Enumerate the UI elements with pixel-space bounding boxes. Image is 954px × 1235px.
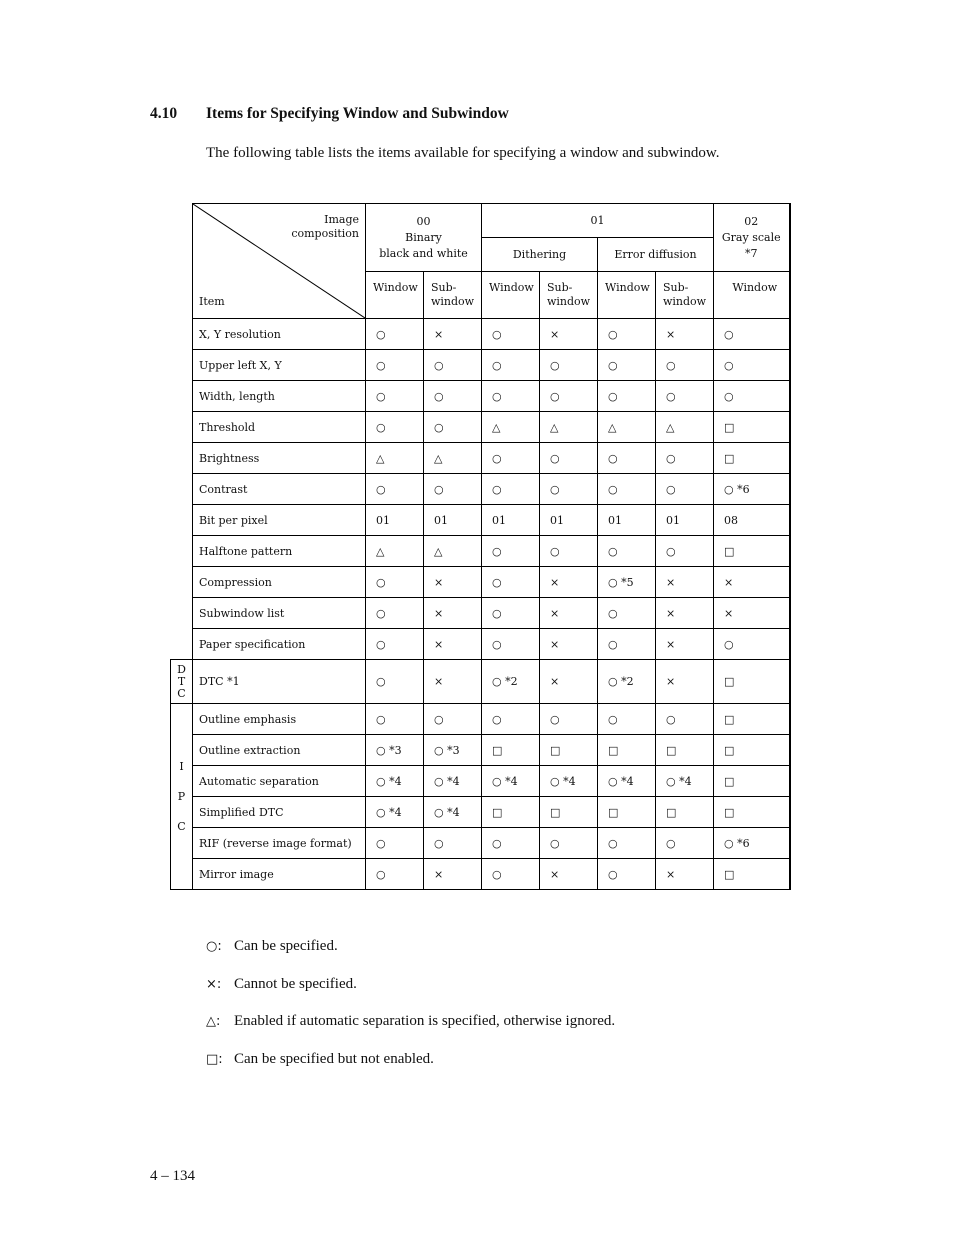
table-row xyxy=(171,859,790,890)
row-label: Contrast xyxy=(193,474,366,505)
table-cell: 01 xyxy=(482,505,540,536)
table-cell: ○ xyxy=(424,704,482,735)
table-cell: ○ *4 xyxy=(424,766,482,797)
table-cell: ○ xyxy=(540,443,598,474)
table-cell: ○ xyxy=(540,828,598,859)
section-heading xyxy=(150,105,509,123)
table-cell: ○ xyxy=(598,443,656,474)
table-cell: ○ xyxy=(656,828,714,859)
table-cell: □ xyxy=(482,735,540,766)
subwindow-subheader: Sub- window xyxy=(656,272,714,319)
window-subheader: Window xyxy=(714,272,790,319)
table-cell: × xyxy=(656,859,714,890)
table-row xyxy=(171,567,790,598)
table-cell: × xyxy=(656,660,714,704)
table-cell: □ xyxy=(714,766,790,797)
table-row xyxy=(171,319,790,350)
col-02-header: 02 Gray scale *7 xyxy=(714,204,790,272)
legend-text: Enabled if automatic separation is specified, otherwise ignored. xyxy=(234,1013,616,1030)
table-cell: × xyxy=(424,629,482,660)
table-cell: 08 xyxy=(714,505,790,536)
table-row xyxy=(171,797,790,828)
group-dtc-label: D T C xyxy=(171,660,193,704)
table-cell: × xyxy=(540,598,598,629)
window-subheader: Window xyxy=(482,272,540,319)
table-cell: □ xyxy=(714,797,790,828)
table-cell: × xyxy=(540,629,598,660)
table-cell: ○ xyxy=(482,629,540,660)
table-cell: ○ xyxy=(656,443,714,474)
blank-group xyxy=(171,598,193,629)
table-row xyxy=(171,505,790,536)
table-cell: ○ *3 xyxy=(424,735,482,766)
row-label: Width, length xyxy=(193,381,366,412)
table-cell: ○ xyxy=(366,319,424,350)
table-cell: ○ xyxy=(598,629,656,660)
row-label: Upper left X, Y xyxy=(193,350,366,381)
table-cell: ○ xyxy=(424,350,482,381)
table-cell: ○ xyxy=(424,474,482,505)
window-subheader: Window xyxy=(366,272,424,319)
table-cell: □ xyxy=(714,859,790,890)
table-cell: ○ xyxy=(540,704,598,735)
table-cell: ○ xyxy=(540,474,598,505)
table-cell: □ xyxy=(714,735,790,766)
table-cell: ○ xyxy=(656,704,714,735)
table-cell: ○ xyxy=(366,704,424,735)
table-row xyxy=(171,381,790,412)
table-row xyxy=(171,629,790,660)
table-cell: ○ xyxy=(366,474,424,505)
table-cell: ○ xyxy=(656,474,714,505)
table-cell: ○ xyxy=(714,350,790,381)
blank-group xyxy=(171,412,193,443)
table-cell: △ xyxy=(424,536,482,567)
table-cell: ○ xyxy=(482,381,540,412)
table-cell: 01 xyxy=(366,505,424,536)
table-cell: ○ xyxy=(366,828,424,859)
row-label: Simplified DTC xyxy=(193,797,366,828)
legend-symbol: □: xyxy=(206,1052,223,1068)
table-cell: ○ *5 xyxy=(598,567,656,598)
group-ipc-label: I P C xyxy=(171,704,193,890)
table-cell: ○ xyxy=(482,567,540,598)
table-row xyxy=(171,536,790,567)
table-cell: × xyxy=(540,660,598,704)
table-cell: □ xyxy=(714,704,790,735)
table-cell: ○ xyxy=(482,443,540,474)
table-cell: ○ xyxy=(424,412,482,443)
row-label: RIF (reverse image format) xyxy=(193,828,366,859)
table-row xyxy=(171,660,790,704)
table-cell: □ xyxy=(482,797,540,828)
row-label: Paper specification xyxy=(193,629,366,660)
table-cell: △ xyxy=(366,536,424,567)
table-cell: □ xyxy=(714,412,790,443)
table-cell: × xyxy=(714,567,790,598)
table-cell: ○ xyxy=(366,567,424,598)
table-cell: □ xyxy=(598,735,656,766)
blank-corner xyxy=(171,238,193,272)
table-cell: □ xyxy=(656,735,714,766)
table-cell: 01 xyxy=(598,505,656,536)
col-01-header: 01 xyxy=(482,204,714,238)
table-cell: ○ *4 xyxy=(482,766,540,797)
table-cell: □ xyxy=(656,797,714,828)
row-label: Mirror image xyxy=(193,859,366,890)
window-subheader: Window xyxy=(598,272,656,319)
table-cell: ○ xyxy=(482,536,540,567)
table-cell: × xyxy=(540,567,598,598)
table-cell: ○ xyxy=(598,598,656,629)
table-cell: ○ *4 xyxy=(424,797,482,828)
row-label: Automatic separation xyxy=(193,766,366,797)
blank-group xyxy=(171,629,193,660)
table-cell: △ xyxy=(482,412,540,443)
table-cell: ○ xyxy=(598,859,656,890)
table-cell: ○ xyxy=(482,828,540,859)
table-cell: ○ xyxy=(598,350,656,381)
legend xyxy=(206,938,615,1089)
image-composition-label: Image composition xyxy=(291,213,359,240)
legend-text: Can be specified but not enabled. xyxy=(234,1051,434,1068)
legend-item xyxy=(206,938,615,976)
subwindow-subheader: Sub- window xyxy=(540,272,598,319)
row-label: Compression xyxy=(193,567,366,598)
table-cell: ○ xyxy=(482,474,540,505)
table-cell: ○ *2 xyxy=(598,660,656,704)
table-cell: ○ xyxy=(714,319,790,350)
page-number: 4 – 134 xyxy=(150,1168,195,1184)
table-row xyxy=(171,474,790,505)
legend-symbol: ×: xyxy=(206,976,222,992)
table-cell: × xyxy=(424,319,482,350)
table-cell: ○ xyxy=(598,828,656,859)
table-cell: ○ xyxy=(598,474,656,505)
table-cell: × xyxy=(656,567,714,598)
table-cell: ○ xyxy=(482,598,540,629)
table-cell: ○ xyxy=(366,598,424,629)
table-cell: ○ xyxy=(366,859,424,890)
table-row xyxy=(171,443,790,474)
legend-symbol: △: xyxy=(206,1014,221,1030)
row-label: Outline extraction xyxy=(193,735,366,766)
blank-group xyxy=(171,567,193,598)
table-cell: × xyxy=(424,567,482,598)
table-cell: ○ xyxy=(656,536,714,567)
table-cell: ○ xyxy=(714,629,790,660)
blank-corner xyxy=(171,272,193,319)
blank-group xyxy=(171,505,193,536)
table-cell: 01 xyxy=(540,505,598,536)
table-cell: ○ xyxy=(714,381,790,412)
table-cell: □ xyxy=(714,443,790,474)
subwindow-subheader: Sub- window xyxy=(424,272,482,319)
table-cell: ○ *4 xyxy=(656,766,714,797)
table-cell: ○ xyxy=(424,828,482,859)
legend-item xyxy=(206,1013,615,1051)
table-cell: ○ *4 xyxy=(540,766,598,797)
corner-header xyxy=(193,204,366,319)
blank-group xyxy=(171,319,193,350)
table-cell: ○ *4 xyxy=(598,766,656,797)
table-row xyxy=(171,350,790,381)
table-cell: × xyxy=(656,629,714,660)
blank-group xyxy=(171,381,193,412)
col-dithering-header: Dithering xyxy=(482,238,598,272)
table-cell: ○ xyxy=(540,350,598,381)
table-cell: × xyxy=(540,859,598,890)
blank-group xyxy=(171,350,193,381)
table-cell: ○ xyxy=(540,381,598,412)
table-cell: ○ xyxy=(482,859,540,890)
legend-symbol: ○: xyxy=(206,939,222,954)
table-cell: ○ xyxy=(482,350,540,381)
table-cell: □ xyxy=(540,735,598,766)
row-label: Brightness xyxy=(193,443,366,474)
table-cell: × xyxy=(656,319,714,350)
table-cell: □ xyxy=(714,536,790,567)
table-cell: □ xyxy=(714,660,790,704)
table-cell: ○ xyxy=(366,660,424,704)
table-cell: ○ xyxy=(482,704,540,735)
table-cell: × xyxy=(540,319,598,350)
table-cell: △ xyxy=(424,443,482,474)
table-cell: ○ xyxy=(482,319,540,350)
table-row xyxy=(171,412,790,443)
table-row xyxy=(171,704,790,735)
blank-group xyxy=(171,443,193,474)
table-cell: ○ xyxy=(540,536,598,567)
row-label: Bit per pixel xyxy=(193,505,366,536)
table-cell: 01 xyxy=(656,505,714,536)
table-cell: ○ *3 xyxy=(366,735,424,766)
table-cell: × xyxy=(714,598,790,629)
window-items-table xyxy=(170,203,791,890)
table-row xyxy=(171,766,790,797)
table-cell: ○ xyxy=(598,536,656,567)
table-cell: △ xyxy=(598,412,656,443)
table-cell: △ xyxy=(656,412,714,443)
table-cell: △ xyxy=(540,412,598,443)
table-cell: ○ xyxy=(656,350,714,381)
table-row xyxy=(171,828,790,859)
intro-paragraph: The following table lists the items available for specifying a window and subwindow. xyxy=(206,145,720,161)
table-cell: 01 xyxy=(424,505,482,536)
table-cell: × xyxy=(656,598,714,629)
table-cell: × xyxy=(424,660,482,704)
table-cell: ○ xyxy=(598,319,656,350)
table-cell: ○ xyxy=(366,412,424,443)
table-cell: ○ xyxy=(424,381,482,412)
section-number: 4.10 xyxy=(150,105,178,122)
row-label: Threshold xyxy=(193,412,366,443)
table-row xyxy=(171,598,790,629)
col-00-header: 00 Binary black and white xyxy=(366,204,482,272)
table-cell: ○ *4 xyxy=(366,766,424,797)
blank-group xyxy=(171,474,193,505)
table-cell: ○ xyxy=(366,381,424,412)
table-cell: ○ *4 xyxy=(366,797,424,828)
table-cell: △ xyxy=(366,443,424,474)
blank-group xyxy=(171,536,193,567)
table-cell: ○ xyxy=(366,629,424,660)
section-title: Items for Specifying Window and Subwindow xyxy=(206,105,509,122)
legend-item xyxy=(206,976,615,1014)
table-cell: ○ xyxy=(656,381,714,412)
legend-item xyxy=(206,1051,615,1089)
table-cell: □ xyxy=(540,797,598,828)
legend-text: Cannot be specified. xyxy=(234,975,357,992)
row-label: Halftone pattern xyxy=(193,536,366,567)
blank-corner xyxy=(171,204,193,238)
table-cell: × xyxy=(424,859,482,890)
table-row xyxy=(171,735,790,766)
table-cell: × xyxy=(424,598,482,629)
table-cell: ○ *6 xyxy=(714,474,790,505)
legend-text: Can be specified. xyxy=(234,938,338,954)
col-error-diffusion-header: Error diffusion xyxy=(598,238,714,272)
row-label: DTC *1 xyxy=(193,660,366,704)
table-cell: ○ xyxy=(598,381,656,412)
table-cell: ○ xyxy=(598,704,656,735)
table-cell: ○ *6 xyxy=(714,828,790,859)
table-cell: □ xyxy=(598,797,656,828)
table-cell: ○ *2 xyxy=(482,660,540,704)
row-label: X, Y resolution xyxy=(193,319,366,350)
row-label: Subwindow list xyxy=(193,598,366,629)
item-label: Item xyxy=(199,295,225,308)
row-label: Outline emphasis xyxy=(193,704,366,735)
table-cell: ○ xyxy=(366,350,424,381)
